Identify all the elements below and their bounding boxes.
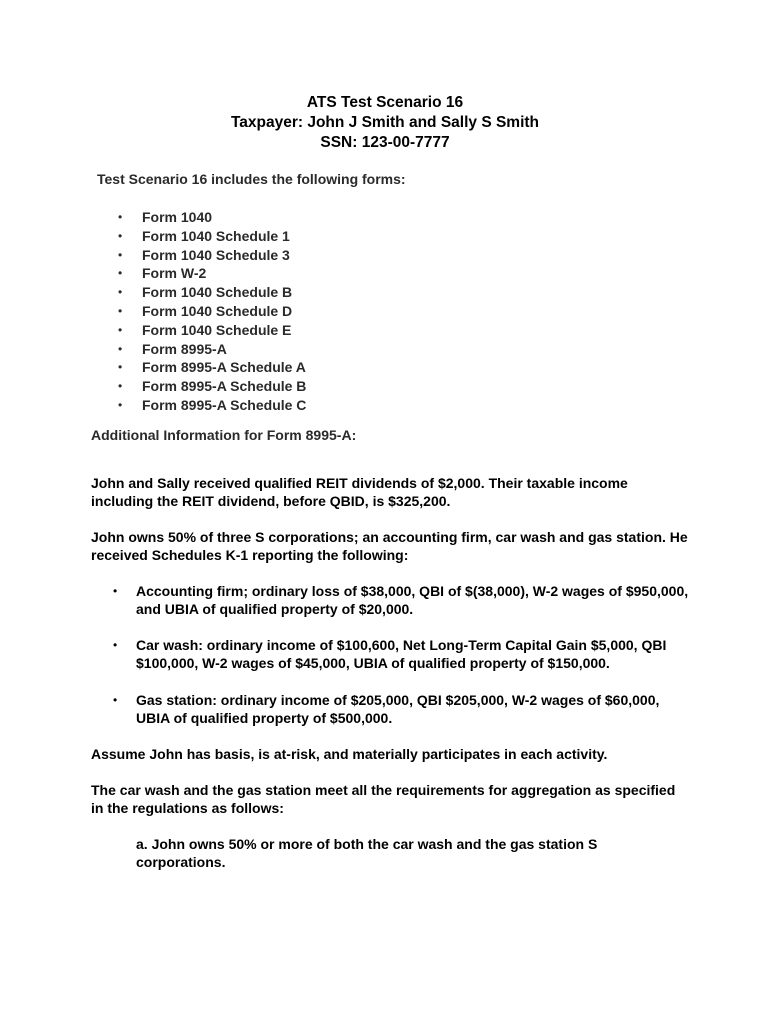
bullet-icon: • <box>118 341 123 356</box>
list-item: • Form 1040 Schedule E <box>118 321 292 338</box>
additional-info-heading: Additional Information for Form 8995-A: <box>91 427 357 443</box>
list-item: • Accounting firm; ordinary loss of $38,000, QBI of $(38,000), W-2 wages of $950,000, and UBIA of qualified property of $20,000. <box>113 583 689 617</box>
document-header <box>0 93 770 153</box>
bullet-icon: • <box>118 285 123 300</box>
bullet-icon: • <box>118 247 123 262</box>
bullet-icon: • <box>118 266 123 281</box>
list-item: • Form 8995-A Schedule A <box>118 359 306 376</box>
aggregation-paragraph: The car wash and the gas station meet all the requirements for aggregation as specified in the regulations as follows: <box>91 782 676 816</box>
list-item: • Car wash: ordinary income of $100,600, Net Long-Term Capital Gain $5,000, QBI $100,000, W-2 wages of $45,000, UBIA of qualified property of $150,000. <box>113 637 667 671</box>
document-title: ATS Test Scenario 16 <box>306 94 464 111</box>
bullet-icon: • <box>113 693 118 707</box>
bullet-icon: • <box>113 584 118 598</box>
bullet-icon: • <box>118 397 123 412</box>
reit-paragraph: John and Sally received qualified REIT dividends of $2,000. Their taxable income including the REIT dividend, before QBID, is $325,200. <box>91 475 628 509</box>
bullet-icon: • <box>118 210 123 224</box>
assumption-paragraph: Assume John has basis, is at-risk, and materially participates in each activity. <box>91 746 608 762</box>
list-item: • Form W-2 <box>118 265 207 282</box>
list-item: • Form 8995-A Schedule C <box>118 396 307 413</box>
ssn-line: SSN: 123-00-7777 <box>320 134 450 151</box>
list-item: • Form 1040 Schedule 3 <box>118 246 290 263</box>
k1-list <box>113 582 693 618</box>
list-item: • Gas station: ordinary income of $205,000, QBI $205,000, W-2 wages of $60,000, UBIA of qualified property of $500,000. <box>113 692 660 726</box>
list-item: • Form 1040 <box>118 209 213 225</box>
list-item: • Form 1040 Schedule 1 <box>118 227 290 244</box>
k1-list <box>113 636 693 672</box>
list-item: • Form 8995-A Schedule B <box>118 378 307 395</box>
taxpayer-line: Taxpayer: John J Smith and Sally S Smith <box>230 114 540 131</box>
forms-list <box>118 208 306 415</box>
bullet-icon: • <box>118 360 123 375</box>
bullet-icon: • <box>118 228 123 243</box>
forms-intro: Test Scenario 16 includes the following forms: <box>97 171 406 187</box>
ownership-paragraph: John owns 50% of three S corporations; an accounting firm, car wash and gas station. He received Schedules K-1 reporting the following: <box>91 529 688 563</box>
list-item: • Form 1040 Schedule D <box>118 302 293 319</box>
bullet-icon: • <box>118 379 123 394</box>
bullet-icon: • <box>118 322 123 337</box>
bullet-icon: • <box>113 638 118 652</box>
k1-list <box>113 691 693 727</box>
bullet-icon: • <box>118 303 123 318</box>
requirement-a-paragraph: a. John owns 50% or more of both the car wash and the gas station S corporations. <box>136 836 598 870</box>
list-item: • Form 8995-A <box>118 340 227 357</box>
list-item: • Form 1040 Schedule B <box>118 284 293 301</box>
